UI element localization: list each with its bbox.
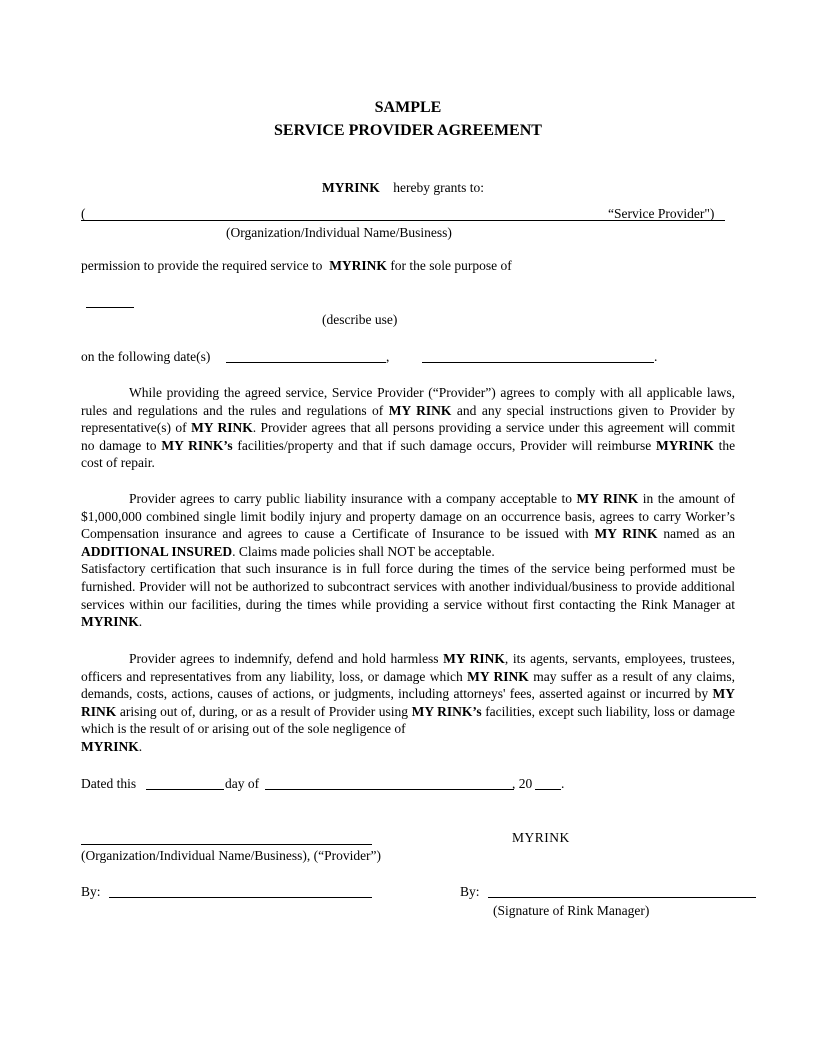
provider-signature-line[interactable] xyxy=(109,897,372,898)
open-paren: ( xyxy=(81,206,86,221)
describe-use-blank[interactable] xyxy=(86,307,134,308)
day-blank[interactable] xyxy=(146,789,224,790)
month-blank[interactable] xyxy=(265,789,514,790)
provider-caption: (Organization/Individual Name/Business), (“Provider”) xyxy=(81,848,382,863)
service-provider-label: “Service Provider") xyxy=(608,206,715,221)
permission-rink: MYRINK xyxy=(329,258,387,273)
by-left-label: By: xyxy=(81,884,101,899)
permission-line xyxy=(81,257,512,274)
grant-text: hereby grants to: xyxy=(393,180,484,195)
manager-caption: (Signature of Rink Manager) xyxy=(493,903,650,918)
by-right-label: By: xyxy=(460,884,480,899)
grant-line xyxy=(322,179,484,196)
document-subtitle: SERVICE PROVIDER AGREEMENT xyxy=(274,122,542,139)
dated-label: Dated this xyxy=(81,776,137,791)
name-caption: (Organization/Individual Name/Business) xyxy=(226,225,452,240)
insurance-paragraph: Provider agrees to carry public liability insurance with a company acceptable to MY RINK in the amount of $1,000,000 combined single limit bodily injury and property damage on an occurrence basis, agrees to carry Worker’s Compensation insurance and agrees to cause a Certificate of Insurance to be issued with MY RINK named as an ADDITIONAL INSURED. Claims made policies shall NOT be acceptable. Satisfactory certification that such insurance is in full force during the times of the service being performed must be furnished. Provider will not be authorized to subcontract services with another individual/business to provide additional services within our facilities, during the times while providing a service without first contacting the Rink Manager at MYRINK. xyxy=(81,491,736,630)
year-prefix: , 20 xyxy=(512,776,533,791)
date-blank-2[interactable] xyxy=(422,362,654,363)
day-of-label: day of xyxy=(225,776,260,791)
compliance-paragraph: While providing the agreed service, Service Provider (“Provider”) agrees to comply with all applicable laws, rules and regulations and the rules and regulations of MY RINK and any special instructions given to Provider by representative(s) of MY RINK. Provider agrees that all persons providing a service under this agreement will commit no damage to MY RINK’s facilities/property and that if such damage occurs, Provider will reimburse MYRINK the cost of repair. xyxy=(81,385,736,471)
document-title: SAMPLE xyxy=(374,99,442,116)
provider-name-signature-line[interactable] xyxy=(81,844,372,845)
rink-signatory-name: MYRINK xyxy=(512,830,570,845)
year-blank[interactable] xyxy=(535,789,561,790)
describe-caption: (describe use) xyxy=(322,312,398,327)
dates-period: . xyxy=(654,349,658,364)
permission-suffix: for the sole purpose of xyxy=(390,258,512,273)
manager-signature-line[interactable] xyxy=(488,897,756,898)
dated-period: . xyxy=(561,776,565,791)
permission-prefix: permission to provide the required service to xyxy=(81,258,323,273)
indemnity-paragraph: Provider agrees to indemnify, defend and hold harmless MY RINK, its agents, servants, employees, trustees, officers and representatives from any liability, loss, or damage which MY RINK may suffer as a result of any claims, demands, costs, actions, causes of actions, or judgments, including attorneys' fees, asserted against or incurred by MY RINK arising out of, during, or as a result of Provider using MY RINK’s facilities, except such liability, loss or damage which is the result of or arising out of the sole negligence of MYRINK. xyxy=(81,651,736,754)
dates-comma: , xyxy=(386,349,390,364)
dates-label: on the following date(s) xyxy=(81,349,211,364)
grantor-name: MYRINK xyxy=(322,180,380,195)
date-blank-1[interactable] xyxy=(226,362,386,363)
